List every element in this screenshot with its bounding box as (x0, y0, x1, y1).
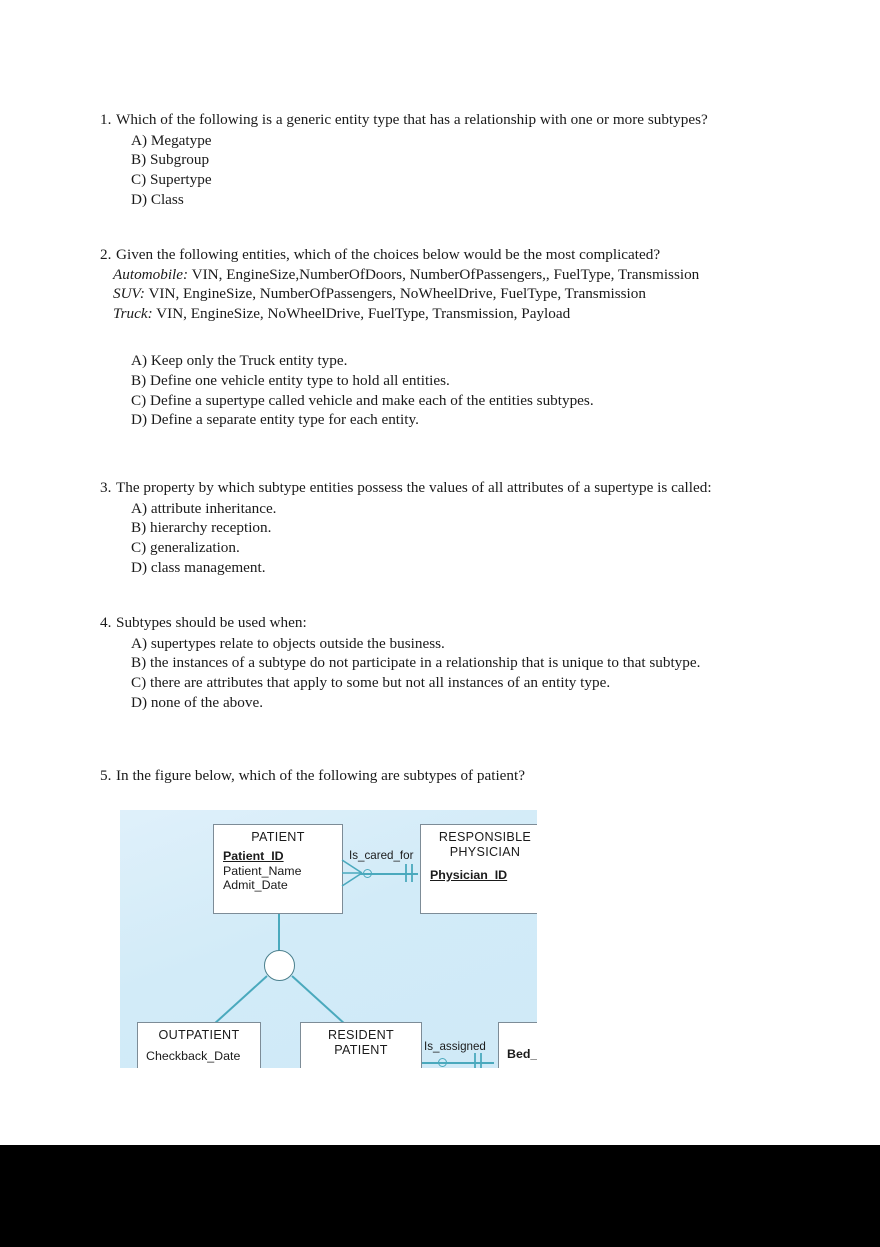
question-3-choice-c[interactable]: C) generalization. (131, 539, 240, 557)
question-1-choice-c[interactable]: C) Supertype (131, 171, 212, 189)
bottom-black-bar (0, 1145, 880, 1247)
relationship-label-is-cared-for: Is_cared_for (349, 849, 414, 862)
entity-name-suv: SUV: (113, 285, 145, 303)
question-1-choice-d[interactable]: D) Class (131, 190, 184, 208)
entity-line-truck (113, 304, 800, 324)
question-3-text: The property by which subtype entities possess the values of all attributes of a supertype is called: (116, 479, 712, 496)
attribute-physician-id: Physician_ID (430, 868, 508, 882)
question-2-stem (100, 245, 800, 265)
entity-box-patient[interactable] (213, 824, 343, 914)
question-3-choice-d[interactable]: D) class management. (131, 558, 266, 576)
question-2 (100, 245, 800, 430)
question-1 (100, 110, 800, 210)
question-5-number: 5. (100, 767, 112, 784)
question-5-text: In the figure below, which of the following are subtypes of patient? (116, 767, 525, 784)
question-4-number: 4. (100, 614, 112, 631)
question-2-entity-list (100, 265, 800, 324)
question-3-stem (100, 478, 800, 498)
er-diagram-figure (120, 810, 537, 1068)
question-1-choices (100, 131, 800, 210)
question-4-choice-d[interactable]: D) none of the above. (131, 693, 264, 711)
attribute-admit-date: Admit_Date (223, 878, 288, 893)
question-3-number: 3. (100, 479, 112, 496)
question-2-choice-a[interactable]: A) Keep only the Truck entity type. (131, 351, 348, 369)
entity-title-responsible-physician-line1: RESPONSIBLE (438, 830, 532, 844)
question-4-choice-b[interactable]: B) the instances of a subtype do not participate in a relationship that is unique to that subtype. (131, 654, 701, 672)
question-4-text: Subtypes should be used when: (116, 614, 307, 631)
question-4 (100, 613, 800, 713)
entity-title-responsible-physician-line2: PHYSICIAN (449, 845, 521, 859)
question-3-choice-a[interactable]: A) attribute inheritance. (131, 499, 277, 517)
entity-name-automobile: Automobile: (113, 265, 189, 283)
entity-title-patient: PATIENT (251, 830, 305, 844)
question-4-choices (100, 634, 800, 713)
entity-title-resident-patient-line1: RESIDENT (327, 1028, 395, 1042)
entity-line-suv (113, 284, 800, 304)
question-1-text: Which of the following is a generic entity type that has a relationship with one or more subtypes? (116, 111, 708, 128)
question-4-choice-c[interactable]: C) there are attributes that apply to some but not all instances of an entity type. (131, 674, 611, 692)
relationship-label-is-assigned: Is_assigned (424, 1040, 486, 1053)
question-3 (100, 478, 800, 578)
mandatory-one-icon-is-assigned (472, 1053, 490, 1068)
question-2-text: Given the following entities, which of the choices below would be the most complicated? (116, 246, 661, 263)
entity-attrs-truck: VIN, EngineSize, NoWheelDrive, FuelType, Transmission, Payload (152, 305, 571, 323)
entity-attrs-suv: VIN, EngineSize, NumberOfPassengers, NoWheelDrive, FuelType, Transmission (144, 285, 646, 303)
optional-circle-icon-is-assigned (438, 1058, 447, 1067)
entity-title-outpatient: OUTPATIENT (158, 1028, 240, 1042)
mandatory-one-icon-is-cared-for (403, 864, 421, 884)
entity-title-bed: Bed_ (507, 1047, 537, 1061)
optional-circle-icon-is-cared-for (363, 869, 372, 878)
entity-attrs-responsible-physician (421, 860, 537, 883)
question-1-choice-a[interactable]: A) Megatype (131, 131, 212, 149)
question-2-choice-d[interactable]: D) Define a separate entity type for each entity. (131, 411, 419, 429)
question-3-choices (100, 499, 800, 578)
entity-box-bed[interactable] (498, 1022, 537, 1068)
entity-attrs-outpatient (138, 1043, 260, 1064)
question-1-number: 1. (100, 111, 112, 128)
entity-box-responsible-physician[interactable] (420, 824, 537, 914)
question-5-stem (100, 766, 800, 786)
question-5 (100, 766, 800, 786)
question-1-choice-b[interactable]: B) Subgroup (131, 151, 210, 169)
question-2-choice-b[interactable]: B) Define one vehicle entity type to hold all entities. (131, 371, 450, 389)
question-1-stem (100, 110, 800, 130)
attribute-patient-id: Patient_ID (223, 849, 284, 863)
question-3-choice-b[interactable]: B) hierarchy reception. (131, 519, 272, 537)
attribute-patient-name: Patient_Name (223, 863, 302, 878)
entity-attrs-automobile: VIN, EngineSize,NumberOfDoors, NumberOfPassengers,, FuelType, Transmission (188, 265, 700, 283)
question-2-choice-c[interactable]: C) Define a supertype called vehicle and make each of the entities subtypes. (131, 391, 594, 409)
entity-box-resident-patient[interactable] (300, 1022, 422, 1068)
entity-attrs-patient (214, 845, 342, 893)
entity-attrs-bed (499, 1023, 537, 1062)
question-2-choices (100, 351, 800, 430)
question-2-number: 2. (100, 246, 112, 263)
entity-title-resident-patient-line2: PATIENT (334, 1043, 388, 1057)
entity-box-outpatient[interactable] (137, 1022, 261, 1068)
question-4-choice-a[interactable]: A) supertypes relate to objects outside the business. (131, 634, 445, 652)
attribute-checkback-date: Checkback_Date (146, 1049, 241, 1063)
entity-line-automobile (113, 265, 800, 285)
er-diagram-canvas (120, 810, 537, 1068)
question-4-stem (100, 613, 800, 633)
entity-name-truck: Truck: (113, 305, 153, 323)
